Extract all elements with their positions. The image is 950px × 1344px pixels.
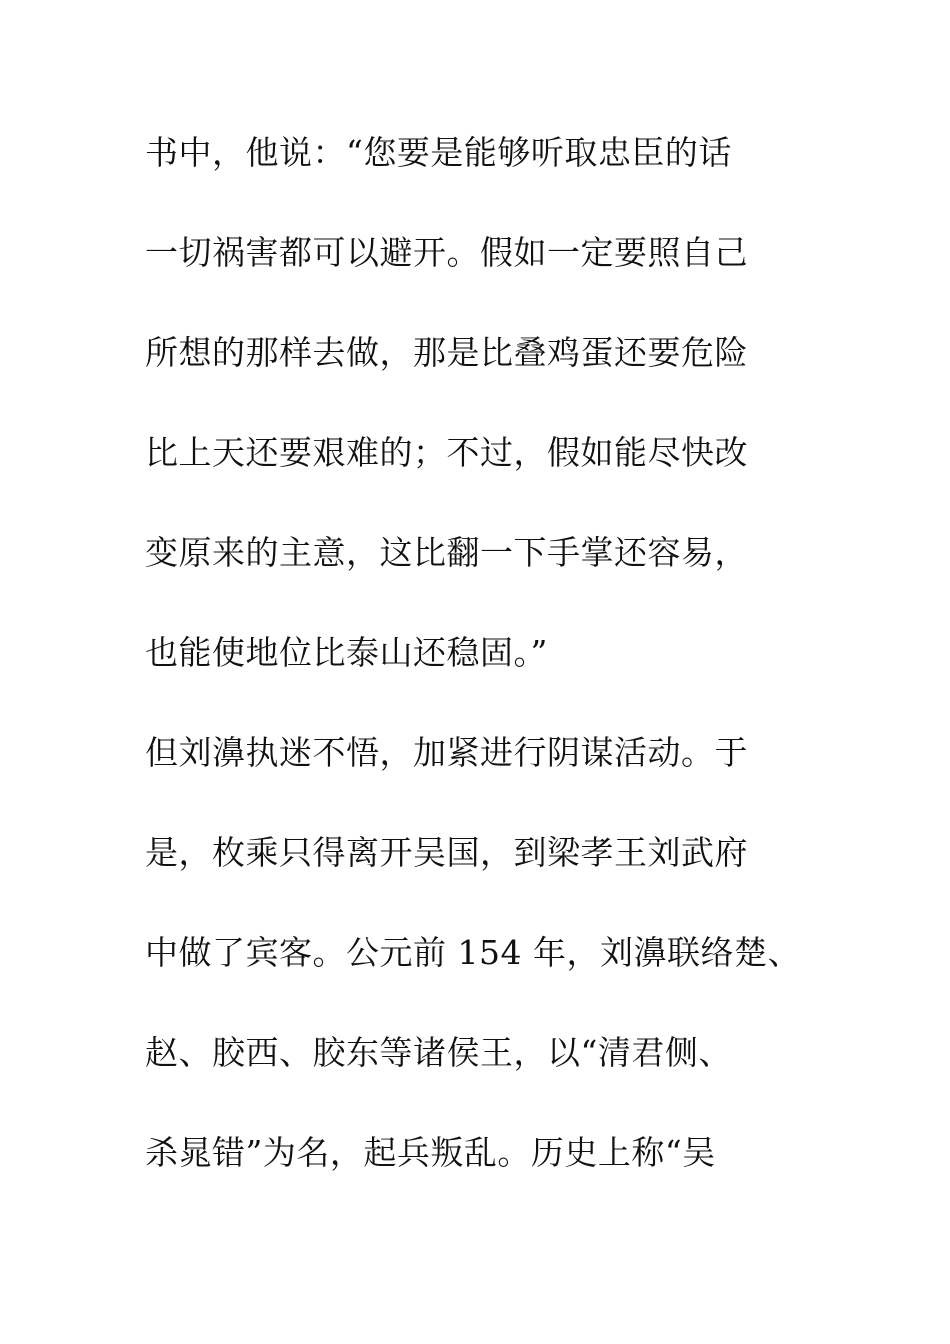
- text-line: 一切祸害都可以避开。假如一定要照自己: [145, 233, 748, 272]
- text-line: 是，枚乘只得离开吴国，到梁孝王刘武府: [145, 833, 748, 872]
- text-line: 赵、胶西、胶东等诸侯王，以“清君侧、: [145, 1033, 732, 1072]
- text-line: 杀晁错”为名，起兵叛乱。历史上称“吴: [145, 1133, 716, 1172]
- text-line: 所想的那样去做，那是比叠鸡蛋还要危险: [145, 333, 748, 372]
- text-line: 但刘濞执迷不悟，加紧进行阴谋活动。于: [145, 733, 748, 772]
- text-line: 也能使地位比泰山还稳固。”: [145, 633, 548, 672]
- text-line: 变原来的主意，这比翻一下手掌还容易，: [145, 533, 748, 572]
- text-line: 比上天还要艰难的；不过，假如能尽快改: [145, 433, 748, 472]
- text-line: 中做了宾客。公元前 154 年，刘濞联络楚、: [145, 933, 801, 972]
- text-line: 书中，他说：“您要是能够听取忠臣的话: [145, 133, 732, 172]
